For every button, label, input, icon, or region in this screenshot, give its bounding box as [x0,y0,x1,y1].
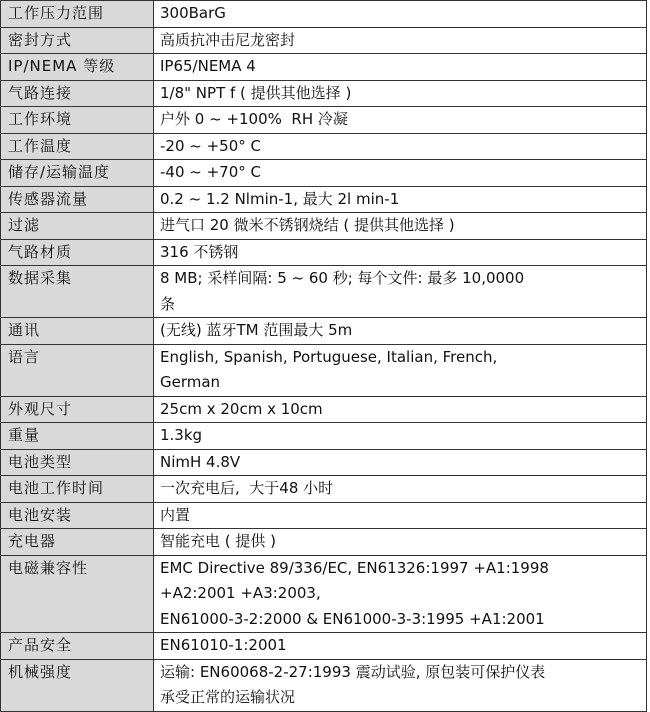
spec-label: 储存/运输温度 [1,160,154,187]
spec-value [154,213,647,240]
spec-label: 充电器 [1,529,154,556]
spec-value [154,27,647,54]
spec-row [1,27,647,54]
spec-value-line: 承受正常的运输状况 [160,688,296,706]
spec-label: 传感器流量 [1,186,154,213]
spec-value [154,239,647,266]
spec-value [154,186,647,213]
spec-label: 过滤 [1,213,154,240]
spec-value-line: 运输: EN60068-2-27:1993 震动试验, 原包装可保护仪表 [160,662,546,681]
spec-value [154,396,647,423]
spec-row [1,107,647,134]
spec-row [1,555,647,633]
spec-value [154,107,647,134]
spec-value [154,160,647,187]
spec-value [154,318,647,345]
spec-value [154,633,647,660]
spec-label: IP/NEMA 等级 [1,54,154,81]
spec-row [1,160,647,187]
spec-value-line: 8 MB; 采样间隔: 5 ~ 60 秒; 每个文件: 最多 10,0000 [160,269,525,287]
spec-label: 机械强度 [1,659,154,711]
spec-row [1,396,647,423]
spec-value-line: 户外 0 ~ +100% RH 冷凝 [160,110,348,128]
spec-label: 电池类型 [1,449,154,476]
spec-row [1,529,647,556]
spec-value [154,133,647,160]
spec-value-line: 内置 [160,505,191,524]
spec-label: 密封方式 [1,27,154,54]
spec-value [154,266,647,318]
spec-value [154,449,647,476]
spec-value-line: 进气口 20 微米不锈钢烧结 ( 提供其他选择 ) [160,216,455,234]
spec-table-body [1,1,647,712]
spec-label: 电磁兼容性 [1,555,154,633]
spec-label: 电池安装 [1,502,154,529]
spec-value-line: -20 ~ +50° C [160,136,262,155]
spec-label: 工作环境 [1,107,154,134]
spec-value [154,476,647,503]
spec-value-line: 一次充电后, 大于48 小时 [160,479,334,497]
spec-label: 外观尺寸 [1,396,154,423]
spec-row [1,133,647,160]
spec-value-line: (无线) 蓝牙TM 范围最大 5m [160,321,353,339]
spec-row [1,80,647,107]
spec-value-line: English, Spanish, Portuguese, Italian, French, [160,347,498,366]
spec-value-line: German [160,373,221,391]
spec-label: 重量 [1,423,154,450]
spec-value-line: 1.3kg [160,426,203,444]
spec-row [1,54,647,81]
spec-value [154,502,647,529]
spec-value-line: 300BarG [160,4,226,22]
spec-row [1,213,647,240]
spec-value-line: EN61000-3-2:2000 & EN61000-3-3:1995 +A1:2001 [160,609,545,628]
spec-value [154,54,647,81]
spec-value-line: EN61010-1:2001 [160,636,287,654]
spec-label: 通讯 [1,318,154,345]
spec-value [154,80,647,107]
spec-value-line: -40 ~ +70° C [160,163,262,181]
spec-value [154,423,647,450]
spec-value-line: +A2:2001 +A3:2003, [160,584,321,602]
spec-value [154,555,647,633]
spec-row [1,502,647,529]
spec-row [1,318,647,345]
spec-value-line: 316 不锈钢 [160,242,239,261]
spec-row [1,239,647,266]
spec-label: 气路材质 [1,239,154,266]
spec-row [1,186,647,213]
spec-label: 电池工作时间 [1,476,154,503]
spec-value [154,659,647,711]
spec-label: 工作温度 [1,133,154,160]
spec-value [154,529,647,556]
spec-label: 语言 [1,344,154,396]
spec-value-line: 0.2 ~ 1.2 Nlmin-1, 最大 2l min-1 [160,189,400,208]
spec-row [1,633,647,660]
spec-row [1,449,647,476]
spec-value-line: EMC Directive 89/336/EC, EN61326:1997 +A1:1998 [160,558,549,577]
spec-value-line: 1/8" NPT f ( 提供其他选择 ) [160,83,352,102]
spec-value [154,344,647,396]
spec-value-line: 高质抗冲击尼龙密封 [160,30,296,49]
spec-label: 气路连接 [1,80,154,107]
spec-value-line: IP65/NEMA 4 [160,57,256,75]
spec-value-line: 条 [160,294,176,313]
spec-label: 数据采集 [1,266,154,318]
spec-label: 工作压力范围 [1,1,154,28]
spec-value-line: 25cm x 20cm x 10cm [160,399,323,418]
spec-row [1,1,647,28]
spec-row [1,476,647,503]
spec-value [154,1,647,28]
spec-label: 产品安全 [1,633,154,660]
spec-row [1,423,647,450]
spec-value-line: NimH 4.8V [160,452,241,471]
spec-row [1,659,647,711]
spec-value-line: 智能充电 ( 提供 ) [160,532,277,550]
spec-row [1,266,647,318]
spec-row [1,344,647,396]
